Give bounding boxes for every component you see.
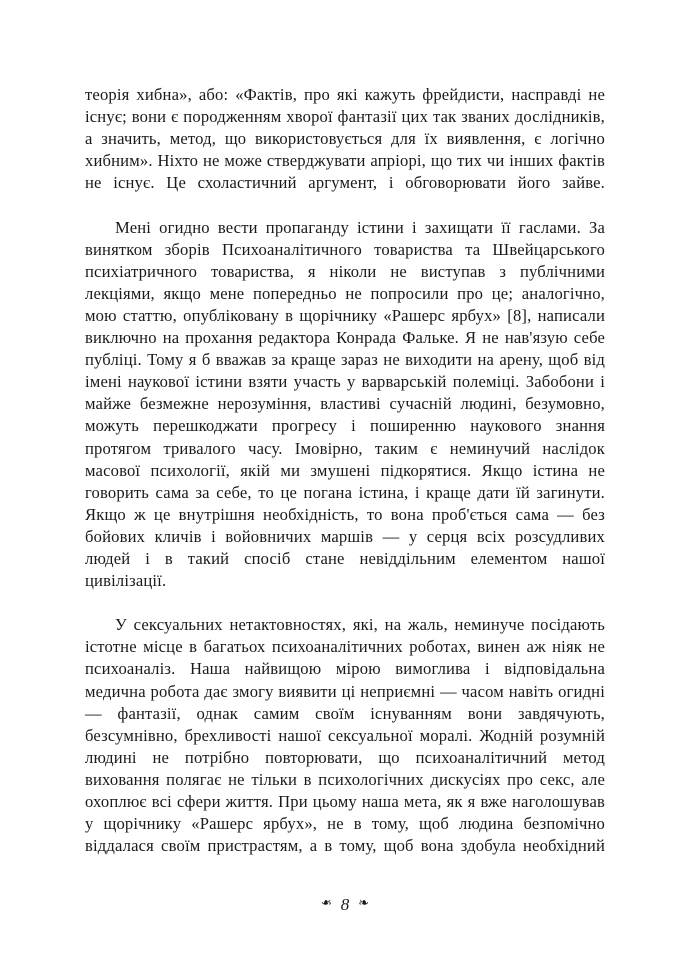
paragraph-3: У сексуальних нетактовностях, які, на жаль, неминуче посідають істотне місце в багатьох психоаналітичних роботах, винен аж ніяк не психоаналіз. Наша найвищою мірою вимоглива і відповідальна медична робота дає змогу виявити ці неприємні — часом навіть огидні — фантазії, однак самим своїм існуванням вони завдячують, безсумнівно, брехливості нашої сексуальної моралі. Жодній розумній людині не потрібно повторювати, що психоаналітичний метод виховання полягає не тільки в психологічних дискусіях про секс, але охоплює всі сфери життя. При цьому наша мета, як я вже наголошував у щорічнику «Рашерс ярбух», не в тому, щоб людина безпомічно віддалася своїм пристрастям, а в тому, щоб вона здобула необхідний (85, 615, 605, 856)
paragraph-2: Мені огидно вести пропаганду істини і захищати її гаслами. За винятком зборів Психоаналітичного товариства та Швейцарського психіатричного товариства, я ніколи не виступав з публічними лекціями, якщо мене попередньо не попросили про це; аналогічно, мою статтю, опубліковану в щорічнику «Рашерс ярбух» [8], написали виключно на прохання редактора Конрада Фальке. Я не нав'язую себе публіці. Тому я б вважав за краще зараз не виходити на арену, щоб від імені наукової істини взяти участь у варварській полеміці. Забобони і майже безмежне нерозуміння, властиві сучасній людині, безумовно, можуть перешкоджати прогресу і поширенню наукового знання протягом тривалого часу. Імовірно, таким є неминучий наслідок масової психології, якій ми змушені підкорятися. Якщо істина не говорить сама за себе, то це погана істина, і краще дати їй загинути. Якщо ж це внутрішня необхідність, то вона проб'ється сама — без бойових кличів і войовничих маршів — у серця всіх розсудливих людей і в такий спосіб стане невіддільним елементом нашої цивілізації. (85, 217, 605, 591)
leaf-ornament-left-icon: ❧ (320, 895, 332, 911)
leaf-ornament-right-icon: ❧ (358, 895, 370, 911)
body-text-block (85, 84, 605, 879)
paragraph-1: теорія хибна», або: «Фактів, про які кажуть фрейдисти, насправді не існує; вони є породженням хворої фантазії цих так званих дослідників, а значить, метод, що використовується для їх виявлення, є логічно хибним». Ніхто не може стверджувати апріорі, що тих чи інших фактів не існує. Це схоластичний аргумент, і обговорювати його зайве. (85, 85, 605, 193)
page-number: 8 (340, 894, 350, 914)
page-footer (0, 890, 690, 918)
